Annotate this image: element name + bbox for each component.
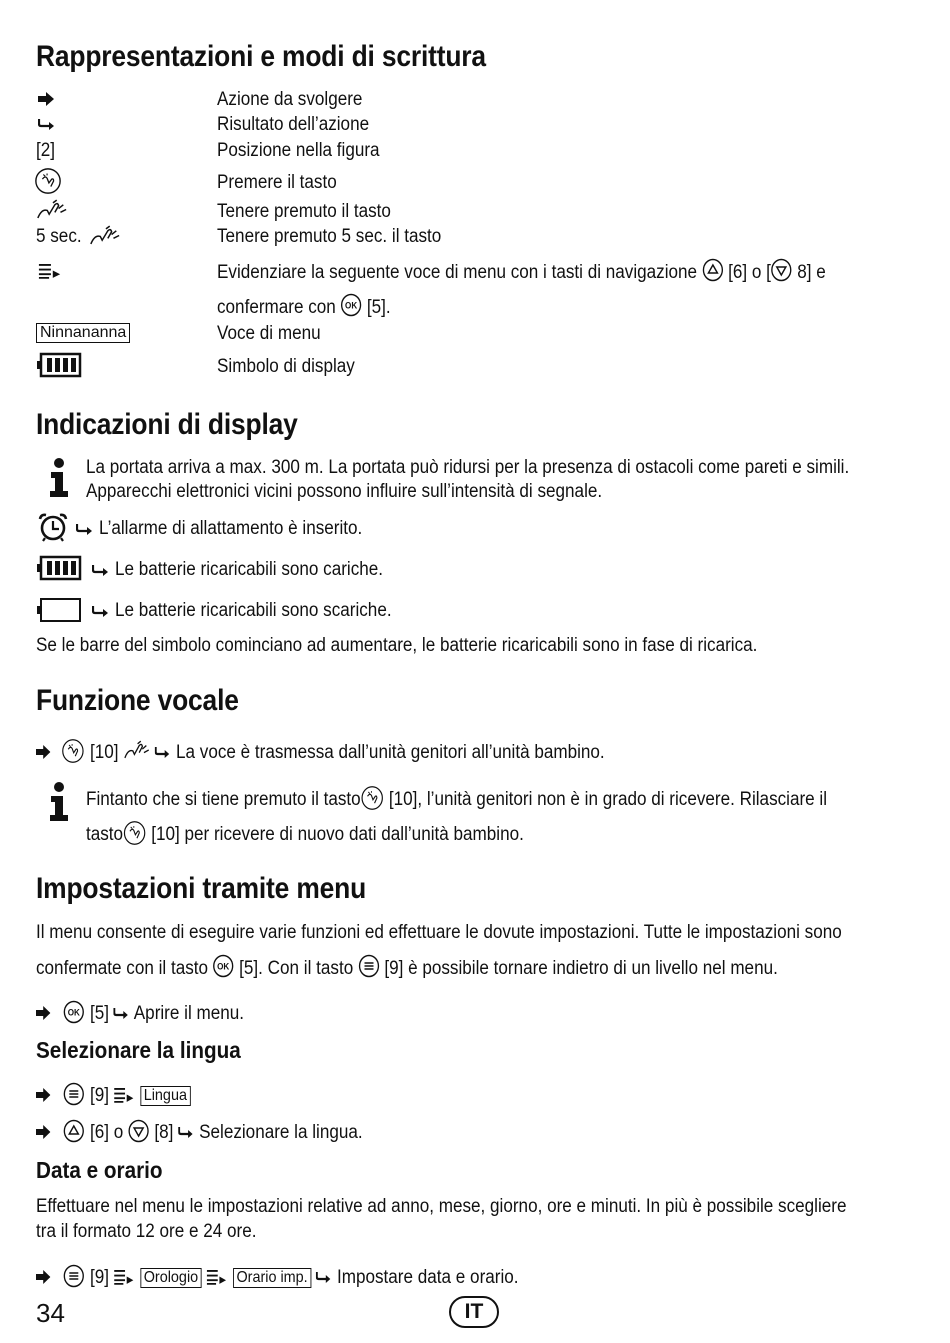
display-charging-note: Se le barre del simbolo cominciano ad aumentare, le batterie ricaricabili sono in fase di ricarica. [36,635,758,656]
action-arrow-icon [36,1125,50,1139]
legend-desc-menu-confirm [217,293,391,320]
language-result: Selezionare la lingua. [199,1122,363,1143]
page-number: 34 [36,1298,65,1328]
legend-symbol-menu-item [36,323,130,343]
legend-desc-position: Posizione nella figura [217,140,380,161]
up-key-icon [702,258,724,282]
legend-desc-menu-nav-d: confermare con [217,297,336,318]
action-arrow-icon [36,1006,50,1020]
battery-empty-icon [36,597,82,623]
legend-desc-menu-nav-c: 8] e [797,262,826,283]
language-step2 [36,1119,363,1145]
voice-step-result: La voce è trasmessa dall’unità genitori all’unità bambino. [175,742,605,763]
voice-info-line1 [86,785,827,812]
datetime-text-line1: Effettuare nel menu le impostazioni relative ad anno, mese, giorno, ore e minuti. In più è possibile scegliere [36,1196,847,1217]
info-icon [47,782,71,822]
up-key-icon [63,1119,85,1143]
voice-info-c: tasto [86,824,124,845]
down-key-icon [128,1119,150,1143]
voice-info-d: [10] per ricevere di nuovo dati dall’unità bambino. [151,824,524,845]
press-key-icon [61,738,84,764]
legend-desc-press: Premere il tasto [217,172,337,193]
menu-select-icon [114,1268,136,1285]
section-title-voice: Funzione vocale [36,684,239,717]
back-key-icon [63,1082,85,1106]
voice-info-a: Fintanto che si tiene premuto il tasto [86,789,361,810]
menu-open-step [36,1000,244,1026]
legend-desc-display-symbol: Simbolo di display [217,356,355,377]
result-arrow-icon [114,1007,130,1019]
voice-key-ref: [10] [90,742,119,763]
menu-open-ref: [5] [90,1003,110,1024]
display-battery-full-text: Le batterie ricaricabili sono cariche. [115,559,384,580]
voice-info-line2 [86,820,524,847]
action-arrow-icon [36,1088,50,1102]
datetime-step [36,1264,519,1290]
menu-intro-c: [5]. Con il tasto [239,958,354,979]
battery-full-icon [36,352,82,378]
menu-item-orologio: Orologio [140,1268,202,1288]
language-badge: IT [449,1296,499,1328]
result-arrow-icon [178,1126,194,1138]
legend-desc-menu-item: Voce di menu [217,323,321,344]
menu-select-icon [38,262,62,279]
ok-key-icon [341,293,363,317]
action-arrow-icon [36,1270,50,1284]
legend-desc-menu-nav-b: [6] o [ [728,262,771,283]
menu-intro-b: confermate con il tasto [36,958,209,979]
display-battery-empty-text: Le batterie ricaricabili sono scariche. [115,600,392,621]
action-arrow-icon [36,745,50,759]
result-arrow-icon [92,605,110,617]
legend-desc-result: Risultato dell’azione [217,114,370,135]
legend-desc-hold-5sec: Tenere premuto 5 sec. il tasto [217,226,442,247]
menu-select-icon [114,1086,136,1103]
language-ref8: [8] [154,1122,174,1143]
battery-full-icon [36,555,82,581]
section-title-representations: Rappresentazioni e modi di scrittura [36,40,486,73]
voice-step [36,738,605,765]
datetime-ref9: [9] [90,1267,110,1288]
action-arrow-icon [38,92,54,106]
legend-symbol-position: [2] [36,140,56,161]
legend-desc-hold: Tenere premuto il tasto [217,201,391,222]
info-icon [47,458,71,498]
press-key-icon [361,785,384,811]
alarm-clock-icon [36,512,70,542]
section-title-display: Indicazioni di display [36,408,298,441]
menu-intro-line2 [36,954,778,981]
hold-key-icon [89,225,121,246]
display-info-text: La portata arriva a max. 300 m. La portata può ridursi per la presenza di ostacoli come pareti e simili. Apparecchi elettronici vicini possono influire sull’intensità di segnale. [86,457,850,502]
hold-key-icon [123,740,150,760]
display-alarm-text: L’allarme di allattamento è inserito. [99,518,363,539]
legend-desc-action: Azione da svolgere [217,89,363,110]
legend-symbol-5sec: 5 sec. [36,226,82,247]
language-ref9: [9] [90,1085,110,1106]
menu-select-icon [207,1268,229,1285]
back-key-icon [63,1264,85,1288]
ok-key-icon [213,954,235,978]
press-key-icon [123,820,146,846]
menu-item-orario-imp: Orario imp. [233,1268,311,1288]
menu-item-box: Ninnananna [36,323,130,343]
legend-desc-menu-nav-a: Evidenziare la seguente voce di menu con i tasti di navigazione [217,262,698,283]
result-arrow-icon [92,564,110,576]
result-arrow-icon [38,118,56,130]
language-step1 [36,1082,191,1108]
menu-item-lingua: Lingua [140,1086,190,1106]
voice-info-b: [10], l’unità genitori non è in grado di ricevere. Rilasciare il [388,789,828,810]
hold-key-icon [36,199,68,220]
legend-desc-menu-nav-e: [5]. [366,297,391,318]
result-arrow-icon [316,1271,332,1283]
language-ref6: [6] o [90,1122,124,1143]
down-key-icon [771,258,793,282]
menu-intro-d: [9] è possibile tornare indietro di un livello nel menu. [384,958,778,979]
menu-intro-line1: Il menu consente di eseguire varie funzioni ed effettuare le dovute impostazioni. Tutte le impostazioni sono [36,922,842,943]
result-arrow-icon [76,523,94,535]
section-title-menu: Impostazioni tramite menu [36,872,367,905]
back-key-icon [358,954,380,978]
datetime-text-line2: tra il formato 12 ore e 24 ore. [36,1221,257,1242]
datetime-result: Impostare data e orario. [336,1267,519,1288]
ok-key-icon [63,1000,85,1024]
menu-open-result: Aprire il menu. [133,1003,245,1024]
subsection-title-datetime: Data e orario [36,1157,163,1183]
legend-desc-menu-nav [217,258,826,285]
result-arrow-icon [155,746,171,758]
press-key-icon [34,167,62,195]
subsection-title-language: Selezionare la lingua [36,1037,241,1063]
